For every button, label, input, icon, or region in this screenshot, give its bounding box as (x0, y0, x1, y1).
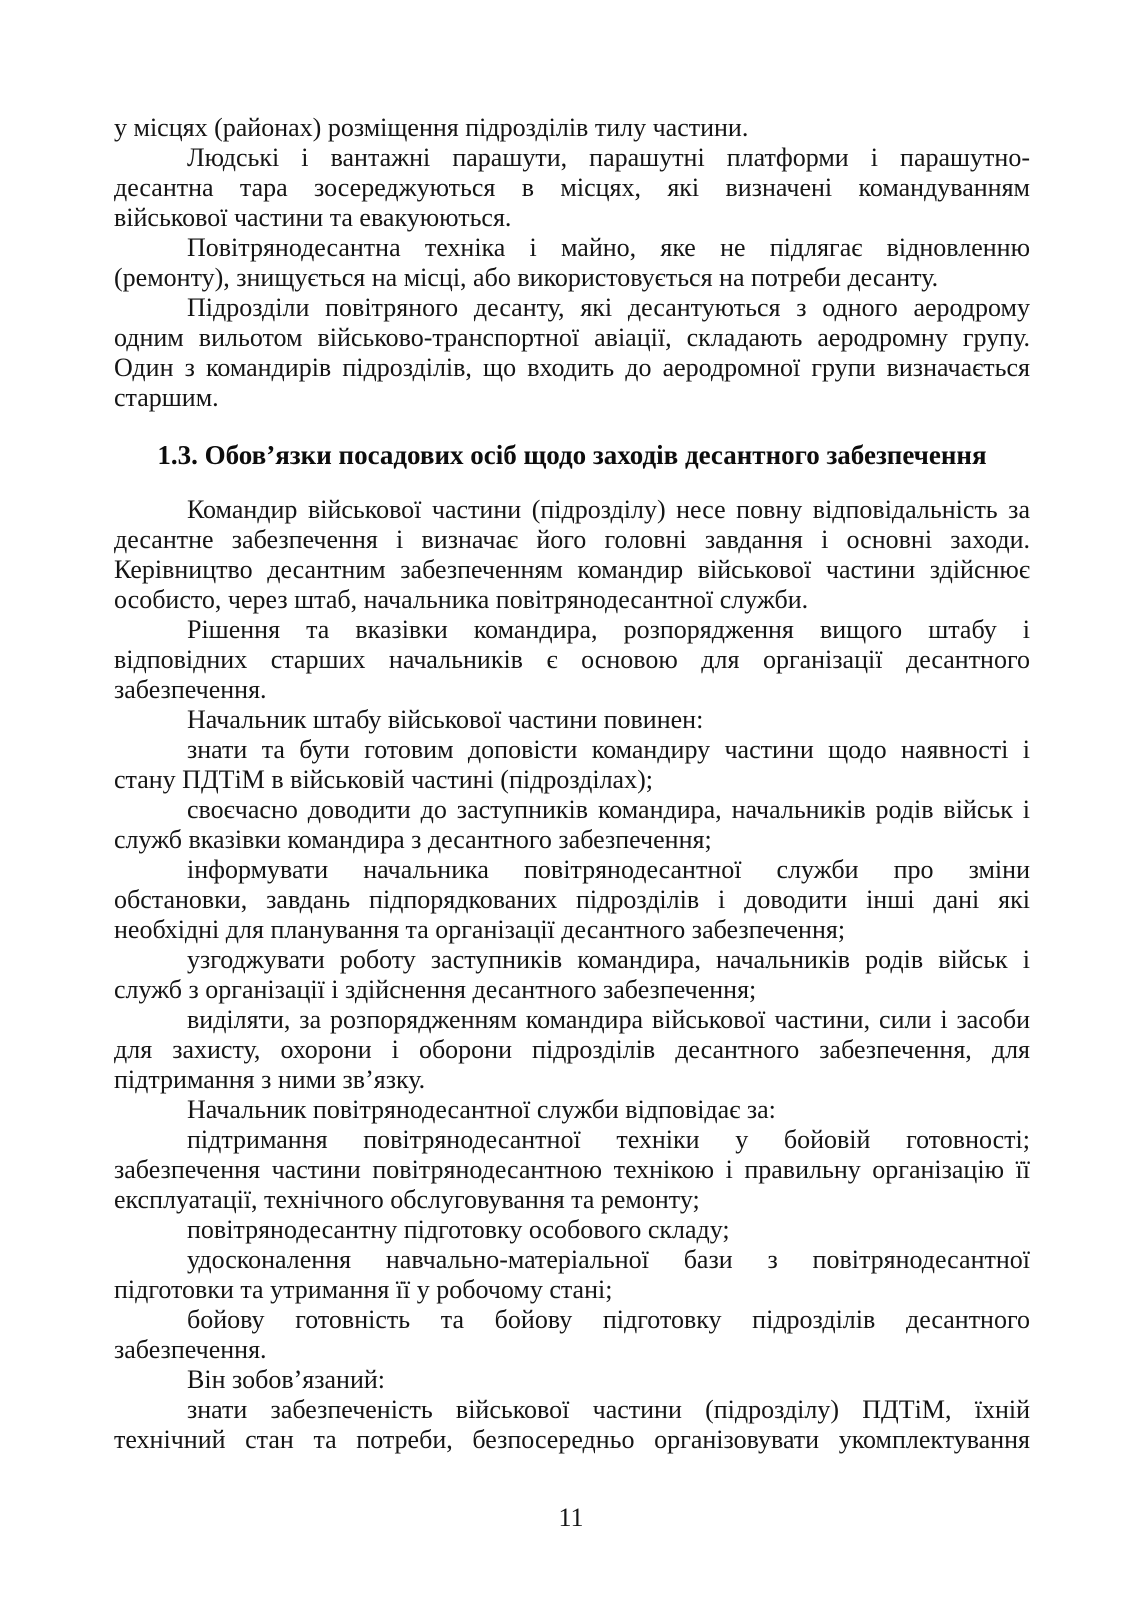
paragraph (114, 1365, 1030, 1395)
text-line: стану ПДТіМ в військовій частині (підрозділах); (114, 765, 653, 794)
page-number: 11 (558, 1503, 584, 1532)
text-line: бойову готовність та бойову підготовку підрозділів десантного (187, 1305, 1030, 1334)
text-line: Начальник штабу військової частини повинен: (187, 705, 704, 734)
text-line: виділяти, за розпорядженням командира військової частини, сили і засоби (187, 1005, 1030, 1034)
text-line: повітрянодесантну підготовку особового складу; (187, 1215, 730, 1244)
text-line: Підрозділи повітряного десанту, які десантуються з одного аеродрому (187, 293, 1030, 322)
paragraph (114, 1095, 1030, 1125)
text-line: відповідних старших начальників є основою для організації десантного (114, 645, 1030, 674)
text-line: Керівництво десантним забезпеченням командир військової частини здійснює (114, 555, 1030, 584)
text-line: Начальник повітрянодесантної служби відповідає за: (187, 1095, 776, 1124)
paragraph (114, 1215, 1030, 1245)
paragraph (114, 1305, 1030, 1365)
paragraph (114, 1005, 1030, 1095)
paragraph (114, 735, 1030, 795)
paragraph (114, 1125, 1030, 1215)
text-line: для захисту, охорони і оборони підрозділів десантного забезпечення, для (114, 1035, 1030, 1064)
paragraph (114, 1395, 1030, 1455)
text-line: узгоджувати роботу заступників командира, начальників родів військ і (187, 945, 1030, 974)
text-line: у місцях (районах) розміщення підрозділів тилу частини. (114, 113, 749, 142)
text-line: Людські і вантажні парашути, парашутні платформи і парашутно- (187, 143, 1030, 172)
text-line: особисто, через штаб, начальника повітрянодесантної служби. (114, 585, 809, 614)
text-line: знати та бути готовим доповісти командиру частини щодо наявності і (187, 735, 1030, 764)
paragraph (114, 615, 1030, 705)
paragraph (114, 855, 1030, 945)
text-line: служб з організації і здійснення десантного забезпечення; (114, 975, 757, 1004)
text-line: необхідні для планування та організації десантного забезпечення; (114, 915, 846, 944)
paragraph (114, 293, 1030, 413)
text-line: забезпечення. (114, 1335, 267, 1364)
paragraph (114, 495, 1030, 615)
text-line: технічний стан та потреби, безпосередньо організовувати укомплектування (114, 1425, 1030, 1454)
text-line: військової частини та евакуюються. (114, 203, 512, 232)
page-footer (0, 1503, 1142, 1533)
text-line: своєчасно доводити до заступників командира, начальників родів військ і (187, 795, 1030, 824)
section-heading: 1.3. Обов’язки посадових осіб щодо заходів десантного забезпечення (157, 440, 987, 470)
text-line: удосконалення навчально-матеріальної бази з повітрянодесантної (187, 1245, 1030, 1274)
paragraph (114, 705, 1030, 735)
paragraph (114, 945, 1030, 1005)
paragraph (114, 1245, 1030, 1305)
document-body (114, 113, 1030, 1455)
text-line: служб вказівки командира з десантного забезпечення; (114, 825, 712, 854)
text-line: Він зобов’язаний: (187, 1365, 385, 1394)
text-line: Командир військової частини (підрозділу) несе повну відповідальність за (187, 495, 1030, 524)
paragraph (114, 795, 1030, 855)
text-line: обстановки, завдань підпорядкованих підрозділів і доводити інші дані які (114, 885, 1030, 914)
paragraph (114, 143, 1030, 233)
text-line: (ремонту), знищується на місці, або використовується на потреби десанту. (114, 263, 939, 292)
text-line: підтримання з ними зв’язку. (114, 1065, 426, 1094)
text-line: експлуатації, технічного обслуговування та ремонту; (114, 1185, 700, 1214)
text-line: десантна тара зосереджуються в місцях, які визначені командуванням (114, 173, 1030, 202)
text-line: підготовки та утримання її у робочому стані; (114, 1275, 613, 1304)
text-line: старшим. (114, 383, 219, 412)
text-line: десантне забезпечення і визначає його головні завдання і основні заходи. (114, 525, 1030, 554)
text-line: Один з командирів підрозділів, що входить до аеродромної групи визначається (114, 353, 1030, 382)
text-line: забезпечення частини повітрянодесантною технікою і правильну організацію її (114, 1155, 1030, 1184)
text-line: одним вильотом військово-транспортної авіації, складають аеродромну групу. (114, 323, 1030, 352)
text-line: забезпечення. (114, 675, 267, 704)
paragraph (114, 233, 1030, 293)
text-line: інформувати начальника повітрянодесантної служби про зміни (187, 855, 1030, 884)
text-line: Рішення та вказівки командира, розпорядження вищого штабу і (187, 615, 1030, 644)
text-line: знати забезпеченість військової частини (підрозділу) ПДТіМ, їхній (187, 1395, 1030, 1424)
text-line: Повітрянодесантна техніка і майно, яке не підлягає відновленню (187, 233, 1030, 262)
paragraph (114, 113, 1030, 143)
text-line: підтримання повітрянодесантної техніки у бойовій готовності; (187, 1125, 1030, 1154)
